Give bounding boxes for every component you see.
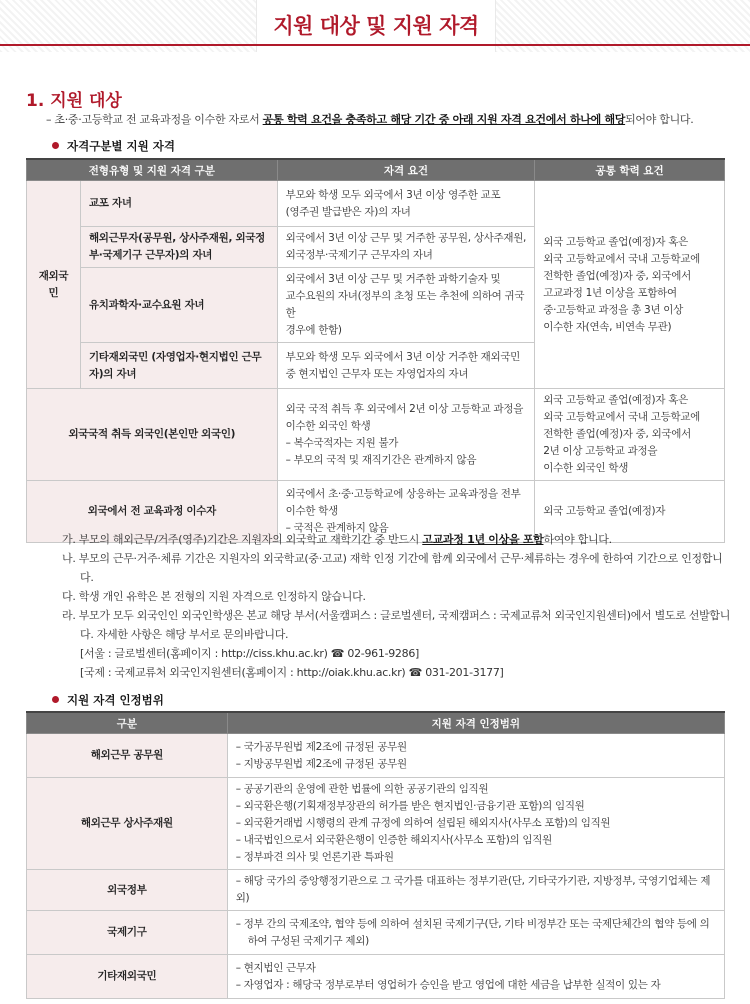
qualification-table <box>26 158 725 543</box>
notes-list <box>62 530 734 682</box>
table-row <box>27 181 725 227</box>
row-label: 기타재외국민 <box>27 955 228 999</box>
table-header-row <box>27 159 725 181</box>
table-row <box>27 778 725 870</box>
header-cell: 자격 요건 <box>277 159 535 181</box>
requirement-cell: 외국에서 3년 이상 근무 및 거주한 공무원, 상사주재원, 외국정부·국제기구 근무자의 자녀 <box>277 227 535 268</box>
page-title: 지원 대상 및 지원 자격 <box>273 14 479 38</box>
scope-table <box>26 711 725 999</box>
requirement-cell: 외국에서 초·중·고등학교에 상응하는 교육과정을 전부 이수한 학생 – 국적은 관계하지 않음 <box>277 481 535 543</box>
scope-cell: – 정부 간의 국제조약, 협약 등에 의하여 설치된 국제기구(단, 기타 비정부간 또는 국제단체간의 협약 등에 의 하여 구성된 국제기구 제외) <box>227 911 724 955</box>
table-row <box>27 734 725 778</box>
group-label: 재외국민 <box>27 181 81 389</box>
row-label: 해외근무자(공무원, 상사주재원, 외국정부·국제기구 근무자)의 자녀 <box>80 227 277 268</box>
row-label: 외국국적 취득 외국인(본인만 외국인) <box>27 389 278 481</box>
common-requirement-cell: 외국 고등학교 졸업(예정)자 혹은 외국 고등학교에서 국내 고등학교에 전학한 졸업(예정)자 중, 외국에서 고교과정 1년 이상을 포함하여 중·고등학교 과정을 총 3년 이상 이수한 자(연속, 비연속 무관) <box>535 181 725 389</box>
scope-cell: – 공공기관의 운영에 관한 법률에 의한 공공기관의 임직원 – 외국환은행(기획재정부장관의 허가를 받은 현지법인·금융기관 포함)의 임직원 – 외국환거래법 시행령의 관계 규정에 의하여 설립된 해외지사(사무소 포함)의 임직원 – 내국법인으로서 외국환은행이 인증한 해외지사(사무소 포함)의 임직원 – 정부파견 의사 및 언론기관 특파원 <box>227 778 724 870</box>
row-label: 유치과학자·교수요원 자녀 <box>80 268 277 343</box>
header-cell: 지원 자격 인정범위 <box>227 712 724 734</box>
row-label: 해외근무 공무원 <box>27 734 228 778</box>
requirement-cell: 외국 국적 취득 후 외국에서 2년 이상 고등학교 과정을 이수한 외국인 학생 – 복수국적자는 지원 불가 – 부모의 국적 및 재직기간은 관계하지 않음 <box>277 389 535 481</box>
row-label: 기타재외국민 (자영업자·현지법인 근무자)의 자녀 <box>80 343 277 389</box>
table-row <box>27 911 725 955</box>
table-row <box>27 389 725 481</box>
bullet-icon <box>52 696 59 703</box>
note-ra: 라. 부모가 모두 외국인인 외국인학생은 본교 해당 부서(서울캠퍼스 : 글로벌센터, 국제캠퍼스 : 국제교류처 외국인지원센터)에서 별도로 선발합니다. 자세한 사항은 해당 부서로 문의바랍니다. <box>62 609 731 641</box>
table1-heading: 자격구분별 지원 자격 <box>52 138 175 154</box>
note-ga: 가. 부모의 해외근무/거주(영주)기간은 지원자의 외국학교 재학기간 중 반드시 고교과정 1년 이상을 포함하여야 합니다. <box>62 533 612 546</box>
contact-seoul: [서울 : 글로벌센터(홈페이지 : http://ciss.khu.ac.kr) ☎ 02-961-9286] <box>80 647 420 660</box>
table-header-row <box>27 712 725 734</box>
scope-cell: – 국가공무원법 제2조에 규정된 공무원 – 지방공무원법 제2조에 규정된 공무원 <box>227 734 724 778</box>
table-row <box>27 870 725 911</box>
row-label: 국제기구 <box>27 911 228 955</box>
requirement-cell: 부모와 학생 모두 외국에서 3년 이상 거주한 재외국민 중 현지법인 근무자 또는 자영업자의 자녀 <box>277 343 535 389</box>
requirement-cell: 외국에서 3년 이상 근무 및 거주한 과학기술자 및 교수요원의 자녀(정부의 초청 또는 추천에 의하여 귀국한 경우에 한함) <box>277 268 535 343</box>
common-requirement-cell: 외국 고등학교 졸업(예정)자 혹은 외국 고등학교에서 국내 고등학교에 전학한 졸업(예정)자 중, 외국에서 2년 이상 고등학교 과정을 이수한 외국인 학생 <box>535 389 725 481</box>
scope-cell: – 해당 국가의 중앙행정기관으로 그 국가를 대표하는 정부기관(단, 기타국가기관, 지방정부, 국영기업체는 제외) <box>227 870 724 911</box>
contact-global: [국제 : 국제교류처 외국인지원센터(홈페이지 : http://oiak.khu.ac.kr) ☎ 031-201-3177] <box>80 666 504 679</box>
table-row <box>27 955 725 999</box>
requirement-cell: 부모와 학생 모두 외국에서 3년 이상 영주한 교포 (영주권 발급받은 자)의 자녀 <box>277 181 535 227</box>
intro-text: – 초·중·고등학교 전 교육과정을 이수한 자로서 공통 학력 요건을 충족하고 해당 기간 중 아래 지원 자격 요건에서 하나에 해당되어야 합니다. <box>46 113 694 126</box>
intro-emphasis: 공통 학력 요건을 충족하고 해당 기간 중 아래 지원 자격 요건에서 하나에 해당 <box>262 113 626 126</box>
row-label: 해외근무 상사주재원 <box>27 778 228 870</box>
header-cell: 구분 <box>27 712 228 734</box>
row-label: 외국에서 전 교육과정 이수자 <box>27 481 278 543</box>
header-cell: 전형유형 및 지원 자격 구분 <box>27 159 278 181</box>
common-requirement-cell: 외국 고등학교 졸업(예정)자 <box>535 481 725 543</box>
title-underline <box>0 44 750 46</box>
header-cell: 공통 학력 요건 <box>535 159 725 181</box>
row-label: 교포 자녀 <box>80 181 277 227</box>
table2-heading: 지원 자격 인정범위 <box>52 692 164 708</box>
title-banner <box>0 0 750 52</box>
row-label: 외국정부 <box>27 870 228 911</box>
bullet-icon <box>52 142 59 149</box>
scope-cell: – 현지법인 근무자 – 자영업자 : 해당국 정부로부터 영업허가 승인을 받고 영업에 대한 세금을 납부한 실적이 있는 자 <box>227 955 724 999</box>
section-heading: 1. 지원 대상 <box>26 91 122 111</box>
note-da: 다. 학생 개인 유학은 본 전형의 지원 자격으로 인정하지 않습니다. <box>62 590 366 603</box>
note-emphasis: 고교과정 1년 이상을 포함 <box>422 533 544 546</box>
note-na: 나. 부모의 근무·거주·체류 기간은 지원자의 외국학교(중·고교) 재학 인정 기간에 함께 외국에서 근무·체류하는 경우에 한하여 기간으로 인정합니다. <box>62 552 723 584</box>
